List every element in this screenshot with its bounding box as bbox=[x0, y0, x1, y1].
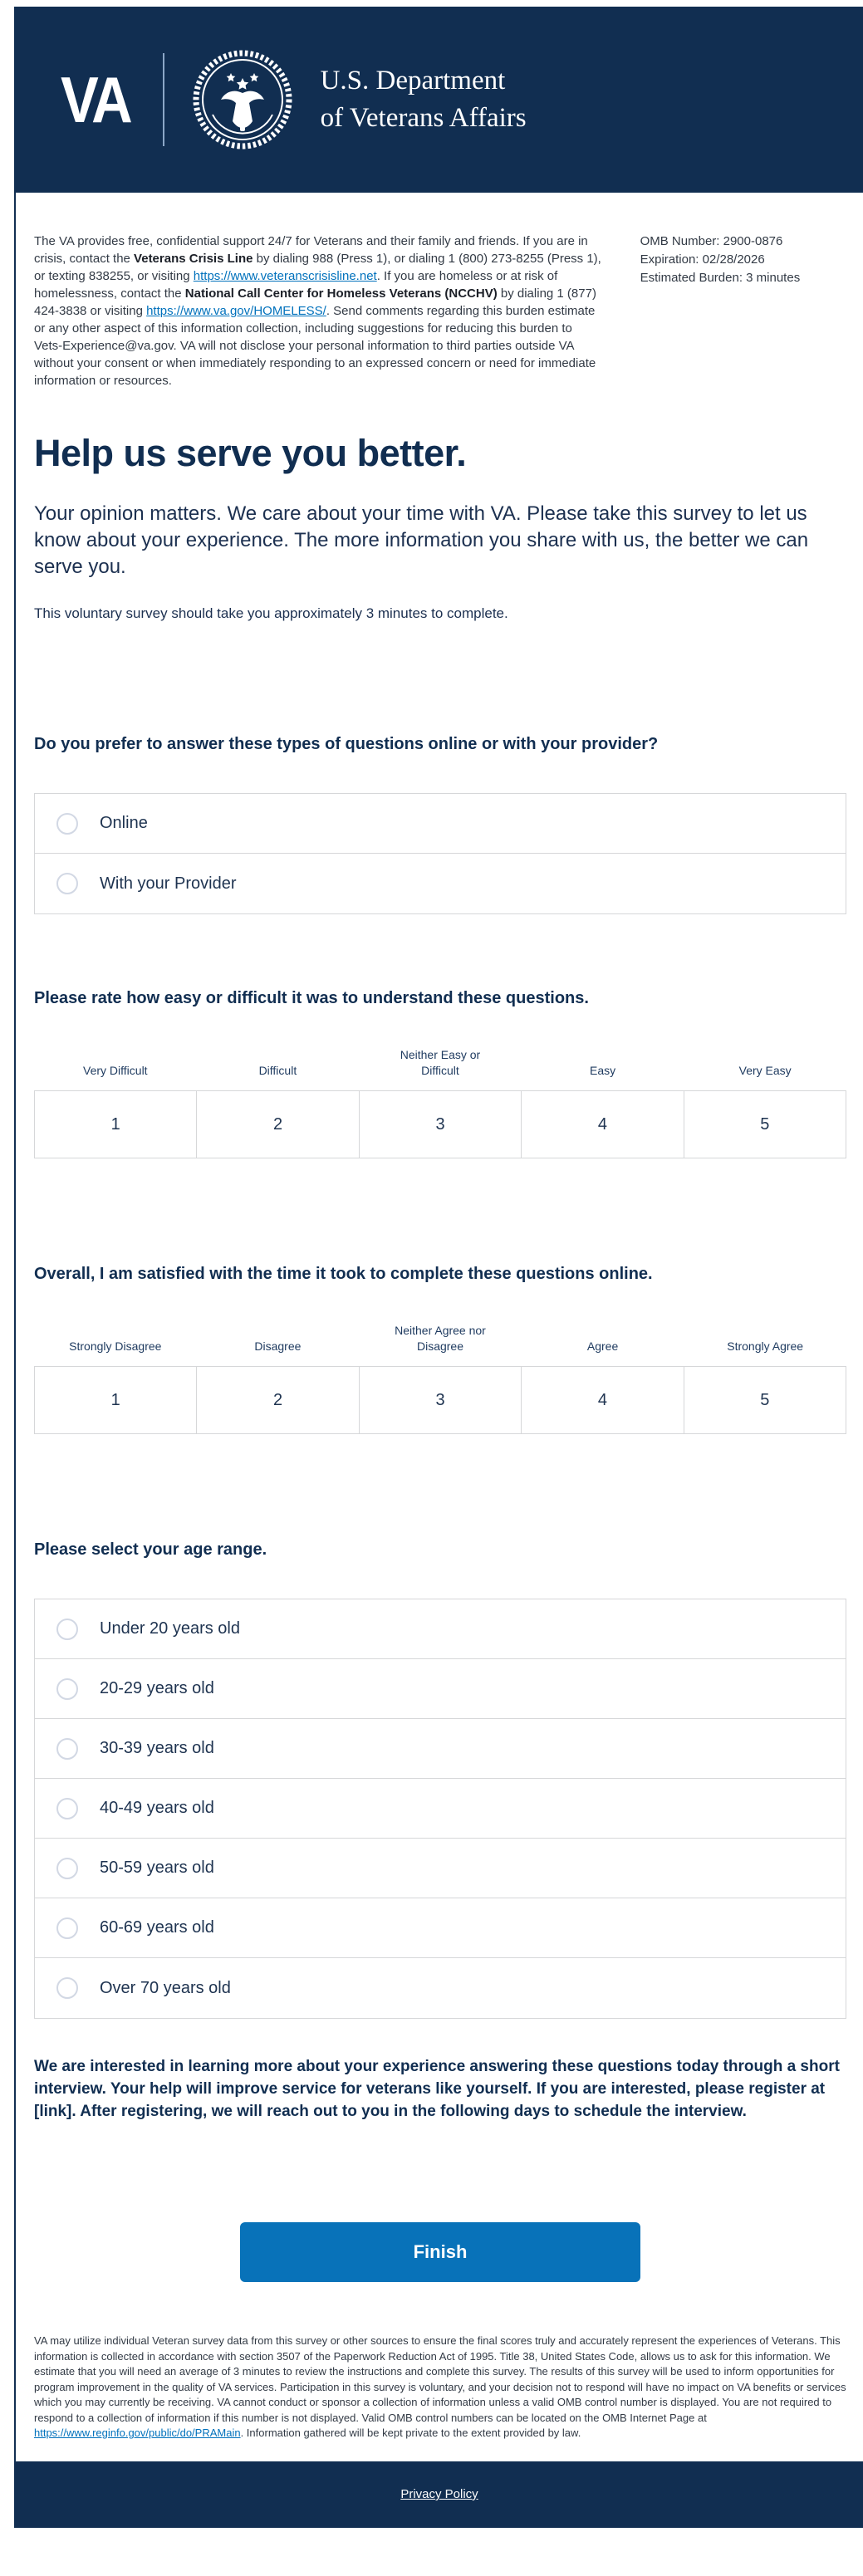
scale-label: Neither Easy or Difficult bbox=[400, 1048, 481, 1077]
option-age-label: 40-49 years old bbox=[100, 1799, 214, 1817]
radio-button-icon[interactable] bbox=[56, 1798, 78, 1819]
footer-banner bbox=[16, 2461, 863, 2528]
ease-score-2[interactable]: 2 bbox=[197, 1091, 359, 1158]
question-preference bbox=[34, 733, 846, 914]
scale-label: Neither Agree nor Disagree bbox=[395, 1324, 486, 1353]
satisfaction-score-1[interactable]: 1 bbox=[35, 1367, 197, 1433]
ease-scale-labels bbox=[34, 1047, 846, 1079]
option-age-label: Under 20 years old bbox=[100, 1619, 240, 1638]
scale-label: Very Difficult bbox=[83, 1064, 148, 1077]
satisfaction-score-2[interactable]: 2 bbox=[197, 1367, 359, 1433]
option-with-provider[interactable] bbox=[35, 854, 846, 913]
radio-button-icon[interactable] bbox=[56, 1858, 78, 1879]
finish-button[interactable]: Finish bbox=[240, 2222, 640, 2282]
bold-text: National Call Center for Homeless Veterans (NCCHV) bbox=[184, 286, 498, 301]
option-age-40-49[interactable] bbox=[35, 1779, 846, 1839]
survey-page bbox=[14, 7, 863, 2528]
omb-info-block bbox=[640, 233, 846, 287]
satisfaction-scale-labels bbox=[34, 1323, 846, 1354]
header-divider bbox=[163, 53, 164, 146]
radio-button-icon[interactable] bbox=[56, 873, 78, 894]
intro-paragraph: Your opinion matters. We care about your time with VA. Please take this survey to let us know about your experience. The more information you share with us, the better we can serve you. bbox=[34, 502, 809, 578]
scale-label: Very Easy bbox=[738, 1064, 792, 1077]
department-name bbox=[321, 62, 527, 137]
radio-button-icon[interactable] bbox=[56, 813, 78, 835]
preference-options-list bbox=[34, 793, 846, 914]
option-age-60-69[interactable] bbox=[35, 1898, 846, 1958]
question-age bbox=[34, 1539, 846, 2019]
inline-link[interactable]: https://www.veteranscrisisline.net bbox=[193, 269, 377, 283]
satisfaction-score-5[interactable]: 5 bbox=[684, 1367, 846, 1433]
top-info-section bbox=[34, 193, 846, 389]
option-online[interactable] bbox=[35, 794, 846, 854]
question-preference-label: Do you prefer to answer these types of questions online or with your provider? bbox=[34, 735, 659, 753]
text-segment: . Information gathered will be kept private to the extent provided by law. bbox=[240, 2427, 581, 2439]
question-ease-label: Please rate how easy or difficult it was to understand these questions. bbox=[34, 989, 589, 1007]
option-with-provider-label: With your Provider bbox=[100, 874, 237, 893]
radio-button-icon[interactable] bbox=[56, 1678, 78, 1700]
radio-button-icon[interactable] bbox=[56, 1619, 78, 1640]
inline-link[interactable]: https://www.reginfo.gov/public/do/PRAMain bbox=[34, 2427, 241, 2439]
voluntary-note: This voluntary survey should take you approximately 3 minutes to complete. bbox=[34, 605, 508, 621]
privacy-policy-link[interactable]: Privacy Policy bbox=[400, 2487, 478, 2501]
age-options-list bbox=[34, 1599, 846, 2019]
va-logo: VA bbox=[61, 63, 130, 136]
option-age-label: Over 70 years old bbox=[100, 1978, 231, 1997]
scale-label: Difficult bbox=[258, 1064, 297, 1077]
question-satisfaction bbox=[34, 1263, 846, 1434]
satisfaction-scale-table bbox=[34, 1366, 846, 1434]
ease-score-3[interactable]: 3 bbox=[360, 1091, 522, 1158]
ease-score-1[interactable]: 1 bbox=[35, 1091, 197, 1158]
scale-label: Strongly Agree bbox=[727, 1339, 804, 1353]
option-age-30-39[interactable] bbox=[35, 1719, 846, 1779]
text-segment: . Send comments regarding this burden estimate or any other aspect of this information collection, including suggestions for reducing this burden to Vets-Experience@va.gov. VA will not disclose your personal information to third parties outside VA without your consent or when immediately responding to an expressed concern or need for immediate information or resources. bbox=[34, 304, 596, 388]
omb-number: OMB Number: 2900-0876 bbox=[640, 234, 783, 248]
text-segment: by dialing 988 (Press 1), or dialing 1 (800) 273-8255 (Press 1), or texting 838255, or visiting bbox=[34, 252, 601, 283]
radio-button-icon[interactable] bbox=[56, 1977, 78, 1999]
ease-scale-table bbox=[34, 1090, 846, 1158]
option-age-label: 20-29 years old bbox=[100, 1679, 214, 1697]
radio-button-icon[interactable] bbox=[56, 1917, 78, 1939]
page-title: Help us serve you better. bbox=[34, 432, 467, 474]
interview-invitation-paragraph: We are interested in learning more about your experience answering these questions today through a short interview. Your help will improve service for veterans like yourself. If you are interested, please register at [link]. After registering, we will reach out to you in the following days to schedule the interview. bbox=[34, 2058, 840, 2120]
scale-label: Easy bbox=[590, 1064, 616, 1077]
option-age-50-59[interactable] bbox=[35, 1839, 846, 1898]
legal-paragraph bbox=[34, 2334, 846, 2461]
option-age-label: 30-39 years old bbox=[100, 1739, 214, 1757]
option-age-20-29[interactable] bbox=[35, 1659, 846, 1719]
department-name-line2: of Veterans Affairs bbox=[320, 103, 527, 133]
scale-label: Agree bbox=[586, 1339, 619, 1353]
option-age-label: 50-59 years old bbox=[100, 1859, 214, 1877]
finish-button-container bbox=[34, 2222, 846, 2282]
inline-link[interactable]: https://www.va.gov/HOMELESS/ bbox=[146, 304, 326, 318]
omb-expiration: Expiration: 02/28/2026 bbox=[640, 252, 765, 267]
scale-label: Strongly Disagree bbox=[69, 1339, 162, 1353]
va-header-banner bbox=[16, 7, 863, 193]
crisis-support-paragraph bbox=[34, 233, 602, 389]
survey-content bbox=[16, 193, 863, 2461]
va-seal-icon bbox=[193, 50, 292, 149]
question-satisfaction-label: Overall, I am satisfied with the time it took to complete these questions online. bbox=[34, 1265, 653, 1283]
department-name-line1: U.S. Department bbox=[320, 66, 506, 95]
bold-text: Veterans Crisis Line bbox=[134, 252, 253, 266]
scale-label: Disagree bbox=[254, 1339, 302, 1353]
omb-burden: Estimated Burden: 3 minutes bbox=[640, 271, 801, 285]
option-age-label: 60-69 years old bbox=[100, 1918, 214, 1937]
question-ease bbox=[34, 987, 846, 1158]
option-online-label: Online bbox=[100, 814, 148, 832]
option-age-under-20[interactable] bbox=[35, 1599, 846, 1659]
text-segment: The VA provides free, confidential support 24/7 for Veterans and their family and friends. If you are in crisis, contact the bbox=[34, 234, 588, 266]
text-segment: VA may utilize individual Veteran survey data from this survey or other sources to ensure the final scores truly and accurately represent the experiences of Veterans. This information is collected in accordance with section 3507 of the Paperwork Reduction Act of 1995. Title 38, United States Code, allows us to ask for this information. We estimate that you will need an average of 3 minutes to review the instructions and complete this survey. The results of this survey will be used to inform opportunities for program improvement in the quality of VA services. Participation in this survey is voluntary, and your decision not to respond will have no impact on VA benefits or services which you may currently be receiving. VA cannot conduct or sponsor a collection of information unless a valid OMB control number is displayed. You are not required to respond to a collection of information if this number is not displayed. Valid OMB control numbers can be located on the OMB Internet Page at bbox=[34, 2334, 846, 2424]
ease-score-4[interactable]: 4 bbox=[522, 1091, 684, 1158]
satisfaction-score-4[interactable]: 4 bbox=[522, 1367, 684, 1433]
option-age-over-70[interactable] bbox=[35, 1958, 846, 2018]
text-segment: by dialing 1 (877) 424-3838 or visiting bbox=[34, 286, 596, 318]
text-segment: . If you are homeless or at risk of homelessness, contact the bbox=[34, 269, 558, 301]
ease-score-5[interactable]: 5 bbox=[684, 1091, 846, 1158]
question-age-label: Please select your age range. bbox=[34, 1540, 267, 1559]
satisfaction-score-3[interactable]: 3 bbox=[360, 1367, 522, 1433]
radio-button-icon[interactable] bbox=[56, 1738, 78, 1760]
